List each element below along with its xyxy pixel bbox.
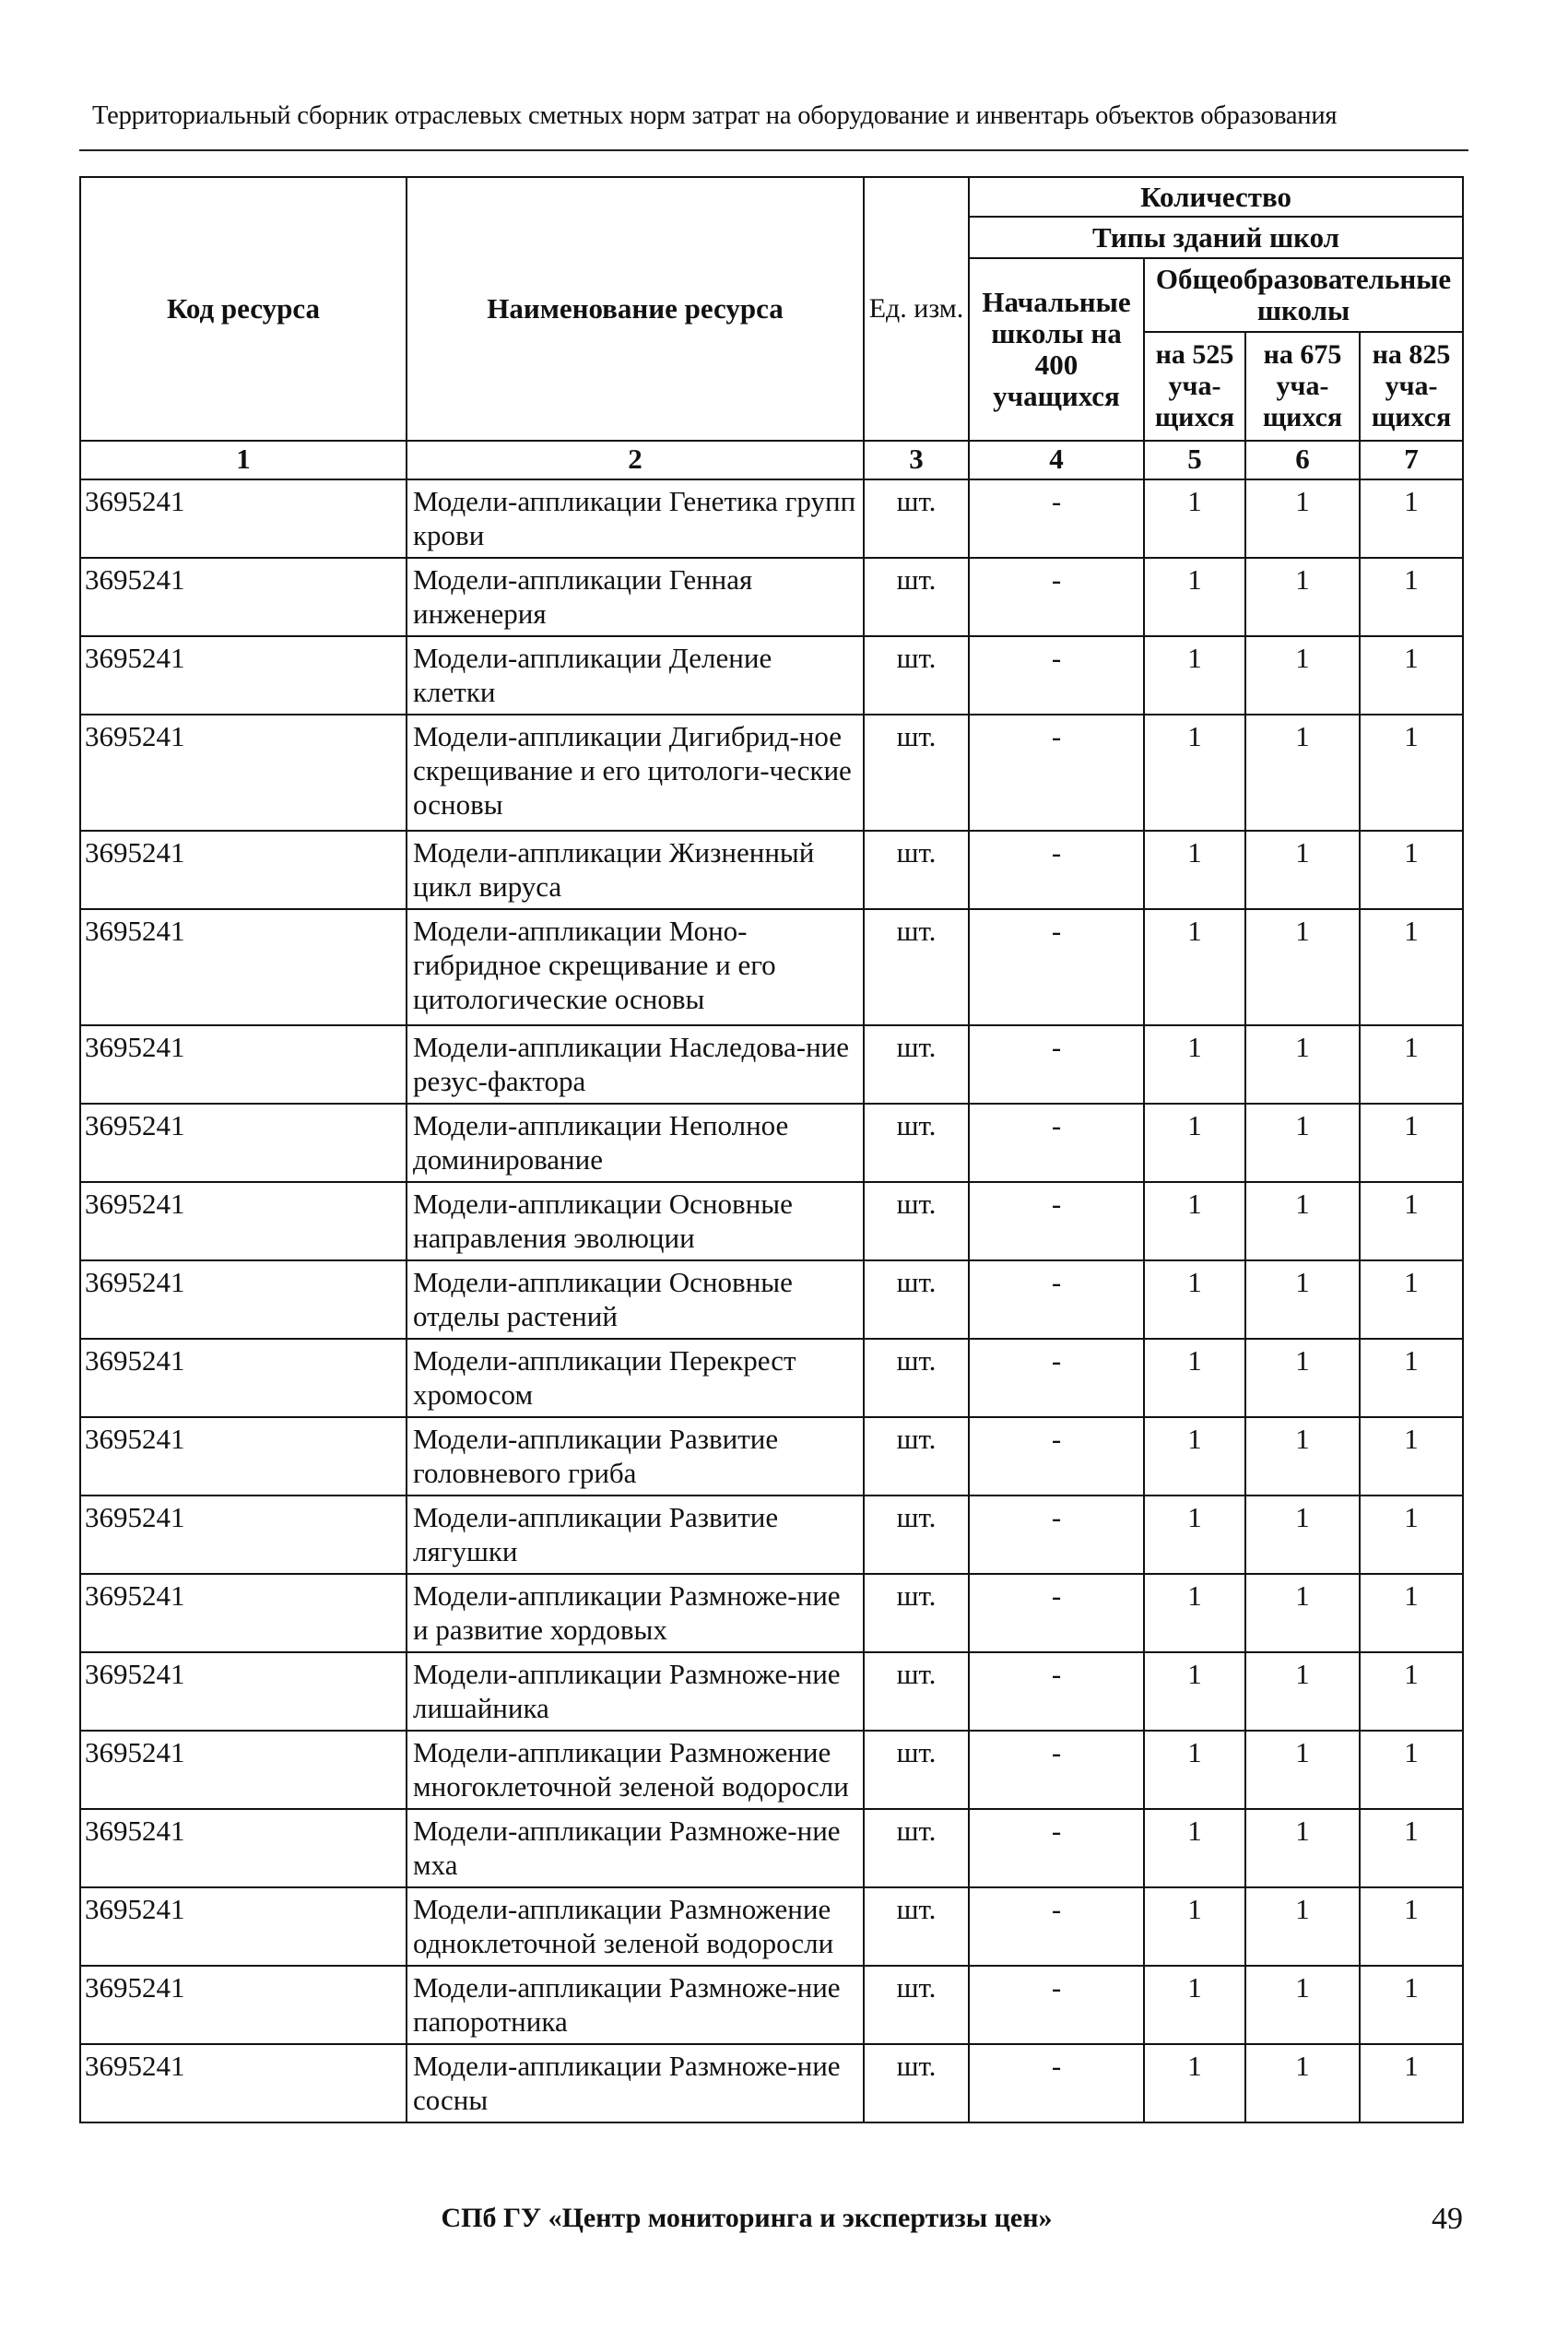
unit-cell: шт. — [864, 1496, 969, 1574]
resource-code: 3695241 — [80, 1339, 407, 1417]
table-row — [80, 909, 1463, 1025]
resource-code: 3695241 — [80, 909, 407, 1025]
resource-code: 3695241 — [80, 1025, 407, 1104]
unit-cell: шт. — [864, 1809, 969, 1887]
qty-primary-400: - — [969, 1182, 1144, 1260]
qty-general-825: 1 — [1360, 479, 1463, 558]
qty-primary-400: - — [969, 909, 1144, 1025]
qty-general-525: 1 — [1144, 1887, 1245, 1966]
qty-general-825: 1 — [1360, 909, 1463, 1025]
qty-general-825: 1 — [1360, 1887, 1463, 1966]
qty-general-525: 1 — [1144, 1574, 1245, 1652]
qty-primary-400: - — [969, 1417, 1144, 1496]
column-number: 1 — [80, 441, 407, 479]
table-row — [80, 1652, 1463, 1731]
resource-code: 3695241 — [80, 1731, 407, 1809]
qty-general-825: 1 — [1360, 1339, 1463, 1417]
resource-name: Модели-аппликации Размноже-ние сосны — [407, 2044, 864, 2122]
qty-general-525: 1 — [1144, 1025, 1245, 1104]
table-row — [80, 1496, 1463, 1574]
column-number: 7 — [1360, 441, 1463, 479]
page-number: 49 — [1432, 2202, 1463, 2236]
qty-general-825: 1 — [1360, 1966, 1463, 2044]
unit-cell: шт. — [864, 1574, 969, 1652]
qty-general-675: 1 — [1245, 558, 1360, 636]
qty-general-525: 1 — [1144, 1966, 1245, 2044]
qty-primary-400: - — [969, 558, 1144, 636]
resource-name: Модели-аппликации Размноже-ние мха — [407, 1809, 864, 1887]
qty-general-675: 1 — [1245, 1417, 1360, 1496]
qty-general-825: 1 — [1360, 2044, 1463, 2122]
unit-cell: шт. — [864, 1887, 969, 1966]
resource-name: Модели-аппликации Моно-гибридное скрещивание и его цитологические основы — [407, 909, 864, 1025]
qty-primary-400: - — [969, 1966, 1144, 2044]
unit-cell: шт. — [864, 1104, 969, 1182]
resource-name: Модели-аппликации Дигибрид-ное скрещивание и его цитологи-ческие основы — [407, 715, 864, 831]
qty-primary-400: - — [969, 1652, 1144, 1731]
qty-primary-400: - — [969, 1025, 1144, 1104]
unit-cell: шт. — [864, 1731, 969, 1809]
qty-general-525: 1 — [1144, 1809, 1245, 1887]
column-numbers-row — [80, 441, 1463, 479]
qty-general-525: 1 — [1144, 831, 1245, 909]
resource-name: Модели-аппликации Размноже-ние папоротника — [407, 1966, 864, 2044]
qty-general-675: 1 — [1245, 1887, 1360, 1966]
resource-code: 3695241 — [80, 831, 407, 909]
table-row — [80, 1260, 1463, 1339]
resource-code: 3695241 — [80, 1887, 407, 1966]
qty-general-675: 1 — [1245, 1339, 1360, 1417]
qty-general-825: 1 — [1360, 1182, 1463, 1260]
resource-code: 3695241 — [80, 715, 407, 831]
qty-general-675: 1 — [1245, 1104, 1360, 1182]
resource-code: 3695241 — [80, 1182, 407, 1260]
table-row — [80, 1809, 1463, 1887]
qty-general-675: 1 — [1245, 1809, 1360, 1887]
qty-general-675: 1 — [1245, 1496, 1360, 1574]
qty-primary-400: - — [969, 636, 1144, 715]
resource-code: 3695241 — [80, 558, 407, 636]
qty-general-675: 1 — [1245, 1966, 1360, 2044]
qty-general-825: 1 — [1360, 831, 1463, 909]
qty-primary-400: - — [969, 1339, 1144, 1417]
qty-general-525: 1 — [1144, 1339, 1245, 1417]
header-675: на 675 уча-щихся — [1245, 332, 1360, 441]
qty-general-525: 1 — [1144, 2044, 1245, 2122]
resource-name: Модели-аппликации Развитие головневого гриба — [407, 1417, 864, 1496]
footer-organization: СПб ГУ «Центр мониторинга и экспертизы цен» — [441, 2203, 1053, 2233]
qty-general-825: 1 — [1360, 1417, 1463, 1496]
qty-primary-400: - — [969, 1496, 1144, 1574]
resource-code: 3695241 — [80, 1574, 407, 1652]
table-row — [80, 1966, 1463, 2044]
resource-name: Модели-аппликации Размноже-ние и развитие хордовых — [407, 1574, 864, 1652]
table-row — [80, 1574, 1463, 1652]
resource-name: Модели-аппликации Неполное доминирование — [407, 1104, 864, 1182]
qty-primary-400: - — [969, 715, 1144, 831]
qty-general-825: 1 — [1360, 1104, 1463, 1182]
header-building-types: Типы зданий школ — [969, 217, 1463, 258]
qty-general-525: 1 — [1144, 479, 1245, 558]
qty-primary-400: - — [969, 831, 1144, 909]
unit-cell: шт. — [864, 1339, 969, 1417]
header-unit: Ед. изм. — [864, 177, 969, 441]
qty-general-825: 1 — [1360, 558, 1463, 636]
qty-primary-400: - — [969, 1260, 1144, 1339]
table-row — [80, 2044, 1463, 2122]
qty-general-675: 1 — [1245, 831, 1360, 909]
column-number: 4 — [969, 441, 1144, 479]
qty-general-675: 1 — [1245, 1731, 1360, 1809]
table-row — [80, 1339, 1463, 1417]
qty-general-675: 1 — [1245, 636, 1360, 715]
table-row — [80, 1182, 1463, 1260]
qty-general-675: 1 — [1245, 1652, 1360, 1731]
unit-cell: шт. — [864, 558, 969, 636]
header-quantity: Количество — [969, 177, 1463, 217]
unit-cell: шт. — [864, 1417, 969, 1496]
qty-primary-400: - — [969, 1574, 1144, 1652]
header-divider — [79, 149, 1468, 151]
table-row — [80, 1025, 1463, 1104]
unit-cell: шт. — [864, 636, 969, 715]
unit-cell: шт. — [864, 1182, 969, 1260]
qty-general-525: 1 — [1144, 1260, 1245, 1339]
qty-general-525: 1 — [1144, 558, 1245, 636]
qty-general-825: 1 — [1360, 1260, 1463, 1339]
table-row — [80, 715, 1463, 831]
document-header-title: Территориальный сборник отраслевых сметных норм затрат на оборудование и инвентарь объектов образования — [92, 101, 1338, 130]
resource-code: 3695241 — [80, 1260, 407, 1339]
header-825: на 825 уча-щихся — [1360, 332, 1463, 441]
resource-code: 3695241 — [80, 1496, 407, 1574]
table-row — [80, 1104, 1463, 1182]
qty-primary-400: - — [969, 1731, 1144, 1809]
unit-cell: шт. — [864, 2044, 969, 2122]
resource-name: Модели-аппликации Размножение одноклеточной зеленой водоросли — [407, 1887, 864, 1966]
table-row — [80, 479, 1463, 558]
resource-code: 3695241 — [80, 1104, 407, 1182]
qty-general-825: 1 — [1360, 1025, 1463, 1104]
qty-primary-400: - — [969, 2044, 1144, 2122]
table-row — [80, 1887, 1463, 1966]
qty-general-525: 1 — [1144, 715, 1245, 831]
resource-code: 3695241 — [80, 1417, 407, 1496]
resource-code: 3695241 — [80, 1966, 407, 2044]
qty-general-675: 1 — [1245, 1182, 1360, 1260]
unit-cell: шт. — [864, 479, 969, 558]
qty-general-525: 1 — [1144, 1496, 1245, 1574]
resource-name: Модели-аппликации Жизненный цикл вируса — [407, 831, 864, 909]
resource-name: Модели-аппликации Развитие лягушки — [407, 1496, 864, 1574]
qty-general-675: 1 — [1245, 479, 1360, 558]
header-general-schools: Общеобразовательные школы — [1144, 258, 1463, 332]
resource-name: Модели-аппликации Размножение многоклеточной зеленой водоросли — [407, 1731, 864, 1809]
qty-general-525: 1 — [1144, 1182, 1245, 1260]
resource-code: 3695241 — [80, 1809, 407, 1887]
resource-name: Модели-аппликации Основные направления эволюции — [407, 1182, 864, 1260]
qty-general-675: 1 — [1245, 715, 1360, 831]
qty-general-525: 1 — [1144, 636, 1245, 715]
resource-name: Модели-аппликации Перекрест хромосом — [407, 1339, 864, 1417]
qty-general-825: 1 — [1360, 1496, 1463, 1574]
qty-general-825: 1 — [1360, 1731, 1463, 1809]
resource-name: Модели-аппликации Деление клетки — [407, 636, 864, 715]
unit-cell: шт. — [864, 715, 969, 831]
resource-code: 3695241 — [80, 1652, 407, 1731]
table-row — [80, 1417, 1463, 1496]
qty-primary-400: - — [969, 1887, 1144, 1966]
qty-general-825: 1 — [1360, 1652, 1463, 1731]
qty-general-675: 1 — [1245, 1025, 1360, 1104]
column-number: 2 — [407, 441, 864, 479]
unit-cell: шт. — [864, 1966, 969, 2044]
resource-name: Модели-аппликации Наследова-ние резус-фактора — [407, 1025, 864, 1104]
header-525: на 525 уча-щихся — [1144, 332, 1245, 441]
resource-name: Модели-аппликации Основные отделы растений — [407, 1260, 864, 1339]
header-name: Наименование ресурса — [407, 177, 864, 441]
unit-cell: шт. — [864, 831, 969, 909]
header-primary-schools: Начальные школы на 400 учащихся — [969, 258, 1144, 441]
resource-name: Модели-аппликации Размноже-ние лишайника — [407, 1652, 864, 1731]
qty-general-675: 1 — [1245, 2044, 1360, 2122]
unit-cell: шт. — [864, 909, 969, 1025]
column-number: 5 — [1144, 441, 1245, 479]
qty-general-825: 1 — [1360, 636, 1463, 715]
qty-general-525: 1 — [1144, 1652, 1245, 1731]
resource-code: 3695241 — [80, 2044, 407, 2122]
qty-general-525: 1 — [1144, 909, 1245, 1025]
column-number: 3 — [864, 441, 969, 479]
resource-name: Модели-аппликации Генетика групп крови — [407, 479, 864, 558]
qty-primary-400: - — [969, 1104, 1144, 1182]
resource-code: 3695241 — [80, 636, 407, 715]
qty-general-675: 1 — [1245, 1260, 1360, 1339]
qty-general-675: 1 — [1245, 1574, 1360, 1652]
table-row — [80, 831, 1463, 909]
resource-name: Модели-аппликации Генная инженерия — [407, 558, 864, 636]
qty-general-825: 1 — [1360, 1574, 1463, 1652]
unit-cell: шт. — [864, 1652, 969, 1731]
header-code: Код ресурса — [80, 177, 407, 441]
qty-general-825: 1 — [1360, 1809, 1463, 1887]
table-row — [80, 636, 1463, 715]
qty-general-825: 1 — [1360, 715, 1463, 831]
qty-general-525: 1 — [1144, 1731, 1245, 1809]
qty-primary-400: - — [969, 479, 1144, 558]
qty-general-525: 1 — [1144, 1417, 1245, 1496]
resource-table — [79, 176, 1464, 2123]
qty-primary-400: - — [969, 1809, 1144, 1887]
resource-code: 3695241 — [80, 479, 407, 558]
unit-cell: шт. — [864, 1260, 969, 1339]
qty-general-525: 1 — [1144, 1104, 1245, 1182]
table-row — [80, 1731, 1463, 1809]
qty-general-675: 1 — [1245, 909, 1360, 1025]
table-row — [80, 558, 1463, 636]
unit-cell: шт. — [864, 1025, 969, 1104]
column-number: 6 — [1245, 441, 1360, 479]
